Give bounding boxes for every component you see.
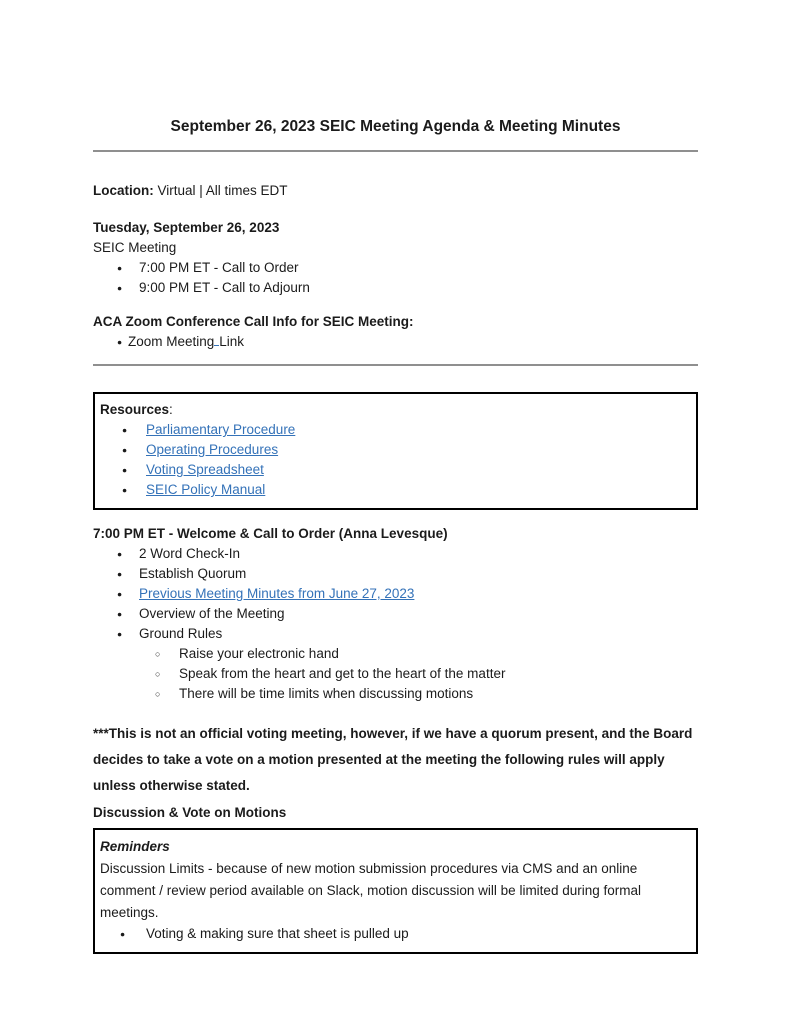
reminders-box <box>93 828 698 954</box>
horizontal-rule <box>93 150 698 152</box>
resource-item <box>122 420 688 440</box>
agenda-time-item <box>117 258 698 278</box>
ground-rule-label: Raise your electronic hand <box>179 646 339 661</box>
ground-rule-item <box>155 644 698 664</box>
welcome-item-label: Overview of the Meeting <box>139 606 285 621</box>
resource-link-operating-procedures[interactable]: Operating Procedures <box>146 442 279 457</box>
previous-minutes-link[interactable]: Previous Meeting Minutes from June 27, 2023 <box>139 586 415 601</box>
resource-item <box>122 460 688 480</box>
bullet-icon: ● <box>117 549 123 559</box>
welcome-item <box>117 624 698 644</box>
meeting-date-heading: Tuesday, September 26, 2023 <box>93 220 280 235</box>
welcome-item <box>117 604 698 624</box>
discussion-heading: Discussion & Vote on Motions <box>93 805 287 820</box>
zoom-link-item <box>117 332 698 352</box>
ground-rule-item <box>155 664 698 684</box>
resources-heading: Resources: <box>100 402 173 417</box>
ground-rule-item <box>155 684 698 704</box>
welcome-item <box>117 544 698 564</box>
bullet-icon: ● <box>117 283 123 293</box>
document-content <box>93 0 698 954</box>
reminders-body: Discussion Limits - because of new motion submission procedures via CMS and an online comment / review period available on Slack, motion discussion will be limited during formal meetings. <box>100 861 641 920</box>
voting-notice-paragraph: ***This is not an official voting meeting, however, if we have a quorum present, and the Board decides to take a vote on a motion presented at the meeting the following rules will apply unless otherwise stated. <box>93 726 693 793</box>
ground-rule-label: There will be time limits when discussing motions <box>179 686 474 701</box>
location-label: Location: <box>93 183 154 198</box>
bullet-icon: ● <box>117 629 123 639</box>
agenda-time-item <box>117 278 698 298</box>
reminder-item <box>120 924 688 944</box>
welcome-item <box>117 584 698 604</box>
resource-item <box>122 440 688 460</box>
bullet-icon: ● <box>122 445 128 455</box>
bullet-icon: ● <box>122 465 128 475</box>
horizontal-rule <box>93 364 698 366</box>
bullet-icon: ● <box>117 609 123 619</box>
zoom-info-heading: ACA Zoom Conference Call Info for SEIC Meeting: <box>93 314 414 329</box>
open-bullet-icon: ○ <box>155 669 161 679</box>
agenda-time-label: 9:00 PM ET - Call to Adjourn <box>139 280 310 295</box>
bullet-icon: ● <box>120 929 126 939</box>
resources-box <box>93 392 698 510</box>
open-bullet-icon: ○ <box>155 689 161 699</box>
zoom-meeting-link[interactable]: Zoom Meeting Link <box>128 334 245 349</box>
ground-rule-label: Speak from the heart and get to the heart of the matter <box>179 666 506 681</box>
welcome-item <box>117 564 698 584</box>
welcome-item-label: Establish Quorum <box>139 566 247 581</box>
open-bullet-icon: ○ <box>155 649 161 659</box>
welcome-item-label: 2 Word Check-In <box>139 546 241 561</box>
meeting-name: SEIC Meeting <box>93 240 177 255</box>
reminders-title: Reminders <box>100 839 170 854</box>
bullet-icon: ● <box>117 569 123 579</box>
agenda-time-label: 7:00 PM ET - Call to Order <box>139 260 299 275</box>
bullet-icon: ● <box>122 485 128 495</box>
resource-link-seic-policy-manual[interactable]: SEIC Policy Manual <box>146 482 266 497</box>
resource-link-voting-spreadsheet[interactable]: Voting Spreadsheet <box>146 462 264 477</box>
welcome-item-label: Ground Rules <box>139 626 223 641</box>
location-value: Virtual | All times EDT <box>153 183 288 198</box>
welcome-section-heading: 7:00 PM ET - Welcome & Call to Order (Anna Levesque) <box>93 526 448 541</box>
page-title: September 26, 2023 SEIC Meeting Agenda & Meeting Minutes <box>170 118 621 135</box>
reminder-item-label: Voting & making sure that sheet is pulled up <box>146 926 409 941</box>
bullet-icon: ● <box>117 263 123 273</box>
bullet-icon: ● <box>122 425 128 435</box>
bullet-icon: ● <box>117 337 123 347</box>
bullet-icon: ● <box>117 589 123 599</box>
location-line <box>93 181 698 201</box>
resource-link-parliamentary-procedure[interactable]: Parliamentary Procedure <box>146 422 296 437</box>
resource-item <box>122 480 688 500</box>
